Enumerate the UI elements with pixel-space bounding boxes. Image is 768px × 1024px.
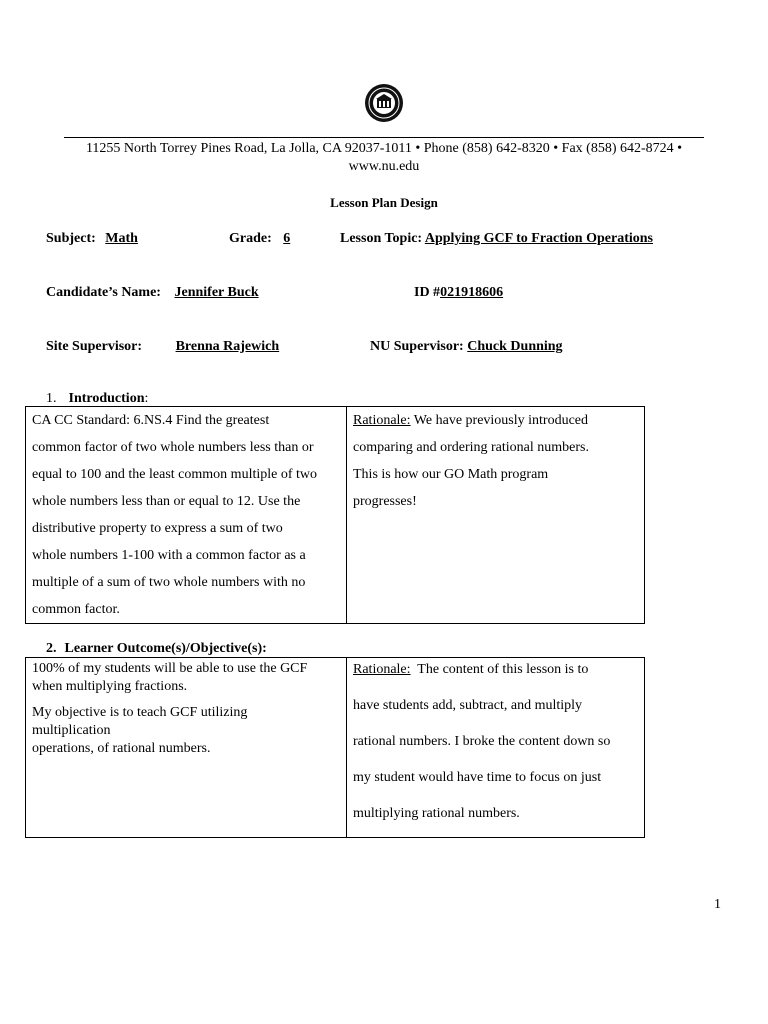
standard-line: equal to 100 and the least common multiple of two <box>32 467 317 482</box>
nu-supervisor-value: Chuck Dunning <box>467 339 563 354</box>
website-line: www.nu.edu <box>348 159 420 174</box>
address-block <box>40 140 728 176</box>
standard-line: whole numbers less than or equal to 12. Use the <box>32 494 301 509</box>
rationale-line: This is how our GO Math program <box>353 467 549 482</box>
site-supervisor-label: Site Supervisor: <box>46 339 143 354</box>
university-seal-logo <box>364 83 404 123</box>
section-1-heading: 1. Introduction: <box>46 391 149 406</box>
rationale-line: progresses! <box>353 494 417 509</box>
candidate-label: Candidate’s Name: <box>46 285 161 300</box>
subject-label: Subject: <box>46 231 96 246</box>
subject-value: Math <box>105 231 138 246</box>
id-value: 021918606 <box>440 285 504 300</box>
objective-line: My objective is to teach GCF utilizing <box>32 705 248 720</box>
topic-field <box>340 231 653 247</box>
rationale-line: We have previously introduced <box>413 413 589 428</box>
nu-supervisor-label: NU Supervisor: <box>370 339 464 354</box>
standard-cell <box>26 407 347 624</box>
rationale-text <box>353 407 638 515</box>
introduction-table <box>25 406 645 624</box>
objective-para-2 <box>32 704 340 758</box>
standard-line: CA CC Standard: 6.NS.4 Find the greatest <box>32 413 270 428</box>
candidate-field <box>46 285 259 301</box>
grade-field <box>229 231 299 247</box>
topic-label: Lesson Topic: <box>340 231 423 246</box>
standard-line: multiple of a sum of two whole numbers with no <box>32 575 306 590</box>
rationale-cell <box>347 658 645 838</box>
address-line: 11255 North Torrey Pines Road, La Jolla, CA 92037-1011 • Phone (858) 642-8320 • Fax (858) 642-8724 • <box>85 141 683 156</box>
section-2-title: Learner Outcome(s)/Objective(s): <box>64 641 267 656</box>
document-title: Lesson Plan Design <box>330 195 438 210</box>
rationale-cell <box>347 407 645 624</box>
id-field <box>414 285 503 301</box>
objective-cell <box>26 658 347 838</box>
grade-value: 6 <box>283 231 291 246</box>
topic-value: Applying GCF to Fraction Operations <box>424 231 653 246</box>
standard-line: whole numbers 1-100 with a common factor as a <box>32 548 306 563</box>
site-supervisor-value: Brenna Rajewich <box>175 339 280 354</box>
objective-line: 100% of my students will be able to use the GCF <box>32 661 308 676</box>
standard-line: distributive property to express a sum of two <box>32 521 283 536</box>
section-1-title: Introduction <box>68 391 145 406</box>
rationale-line: have students add, subtract, and multiply <box>353 698 583 713</box>
objective-line: operations, of rational numbers. <box>32 741 211 756</box>
header-divider <box>64 137 704 138</box>
section-2-number: 2. <box>46 641 57 656</box>
site-supervisor-field <box>46 339 303 355</box>
standard-line: common factor of two whole numbers less than or <box>32 440 314 455</box>
id-label: ID # <box>414 285 441 300</box>
rationale-line: my student would have time to focus on just <box>353 770 602 785</box>
candidate-value: Jennifer Buck <box>174 285 259 300</box>
objective-line: multiplication <box>32 723 111 738</box>
section-2-heading <box>46 641 267 657</box>
grade-label: Grade: <box>229 231 272 246</box>
objectives-table <box>25 657 645 838</box>
objective-para-1 <box>32 660 340 696</box>
rationale-line: comparing and ordering rational numbers. <box>353 440 589 455</box>
rationale-line: multiplying rational numbers. <box>353 806 520 821</box>
nu-supervisor-field <box>370 339 563 355</box>
rationale-line: The content of this lesson is to <box>417 662 589 677</box>
rationale-label: Rationale: <box>353 413 411 428</box>
rationale-label: Rationale: <box>353 662 411 677</box>
rationale-line: rational numbers. I broke the content down so <box>353 734 611 749</box>
subject-field <box>46 231 151 247</box>
standard-line: common factor. <box>32 602 120 617</box>
standard-text <box>32 407 340 623</box>
section-1-number: 1. <box>46 391 57 406</box>
rationale-text <box>353 652 638 832</box>
page-number: 1 <box>714 897 721 912</box>
objective-line: when multiplying fractions. <box>32 679 188 694</box>
